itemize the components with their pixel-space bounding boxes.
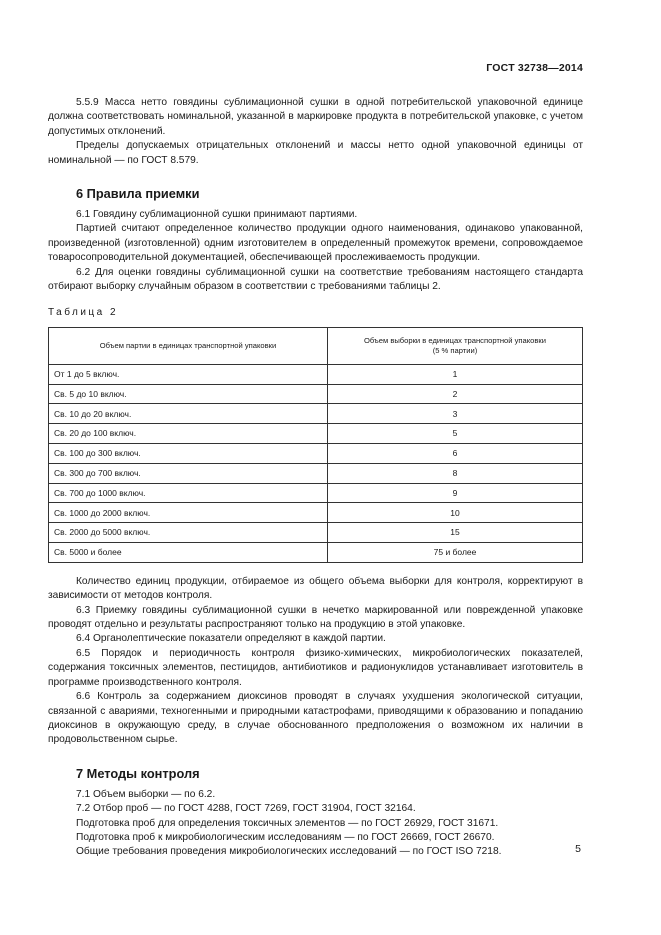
table-cell-sample: 6 <box>328 444 583 464</box>
table-row <box>49 463 583 483</box>
table-cell-sample: 8 <box>328 463 583 483</box>
table-cell-sample: 2 <box>328 384 583 404</box>
table-cell-batch: Св. 1000 до 2000 включ. <box>49 503 328 523</box>
table-header-sample-size-note: (5 % партии) <box>432 345 478 355</box>
sampling-table <box>48 327 583 563</box>
paragraph-toxic-prep: Подготовка проб для определения токсичных элементов — по ГОСТ 26929, ГОСТ 31671. <box>76 817 499 829</box>
paragraph-6-3: 6.3 Приемку говядины сублимационной сушки в нечетко маркированной или поврежденной упаковке проводят отдельно и результаты распространяют только на продукцию в этой упаковке. <box>48 604 583 631</box>
table-cell-batch: Св. 20 до 100 включ. <box>49 424 328 444</box>
table-cell-sample: 75 и более <box>328 543 583 563</box>
table-row <box>49 543 583 563</box>
paragraph-6-6: 6.6 Контроль за содержанием диоксинов проводят в случаях ухудшения экологической ситуации, связанной с авариями, техногенными и природными катастрофами, приводящими к образованию и попаданию диоксинов в окружающую среду, в случае обоснованного предположения о возможном их наличии в продовольственном сырье. <box>48 691 583 746</box>
table-cell-batch: Св. 100 до 300 включ. <box>49 444 328 464</box>
table-row <box>49 483 583 503</box>
section-heading-6: 6 Правила приемки <box>76 186 200 202</box>
table-cell-sample: 5 <box>328 424 583 444</box>
paragraph-batch-definition: Партией считают определенное количество продукции одного наименования, одинаково упакованной, произведенной (изготовленной) одним изготовителем в определенный промежуток времени, сопровождаемое товаросопроводительной документацией, обеспечивающей прослеживаемость продукции. <box>48 223 583 264</box>
table-cell-sample: 9 <box>328 483 583 503</box>
table-header-sample-size-main: Объем выборки в единицах транспортной упаковки <box>364 335 546 345</box>
table-cell-batch: Св. 10 до 20 включ. <box>49 404 328 424</box>
table-cell-batch: Св. 300 до 700 включ. <box>49 463 328 483</box>
paragraph-quantity-adjust: Количество единиц продукции, отбираемое из общего объема выборки для контроля, корректируют в зависимости от методов контроля. <box>48 575 583 602</box>
table-row <box>49 364 583 384</box>
paragraph-6-1: 6.1 Говядину сублимационной сушки принимают партиями. <box>76 209 358 221</box>
table-cell-batch: Св. 5000 и более <box>49 543 328 563</box>
table-caption: Таблица 2 <box>48 307 119 319</box>
paragraph-5-5-9: 5.5.9 Масса нетто говядины сублимационной сушки в одной потребительской упаковочной единице должна соответствовать номинальной, указанной в маркировке продукта в потребительской упаковке, с учетом допустимых отклонений. <box>48 97 583 137</box>
table-row <box>49 503 583 523</box>
table-cell-sample: 3 <box>328 404 583 424</box>
table-cell-batch: Св. 5 до 10 включ. <box>49 384 328 404</box>
table-row <box>49 523 583 543</box>
paragraph-tolerances: Пределы допускаемых отрицательных отклонений и массы нетто одной упаковочной единицы от номинальной — по ГОСТ 8.579. <box>48 140 583 166</box>
table-header-row <box>49 327 583 364</box>
paragraph-7-1: 7.1 Объем выборки — по 6.2. <box>76 788 216 800</box>
table-header-batch-size: Объем партии в единицах транспортной упаковки <box>49 327 328 364</box>
paragraph-6-5: 6.5 Порядок и периодичность контроля физико-химических, микробиологических показателей, содержания токсичных элементов, пестицидов, антибиотиков и радионуклидов устанавливает изготовитель в программе производственного контроля. <box>48 647 583 688</box>
table-cell-sample: 15 <box>328 523 583 543</box>
table-cell-sample: 1 <box>328 364 583 384</box>
table-cell-batch: Св. 2000 до 5000 включ. <box>49 523 328 543</box>
table-row <box>49 384 583 404</box>
table-row <box>49 444 583 464</box>
table-cell-sample: 10 <box>328 503 583 523</box>
table-cell-batch: От 1 до 5 включ. <box>49 364 328 384</box>
page-number: 5 <box>575 843 581 855</box>
paragraph-6-2: 6.2 Для оценки говядины сублимационной сушки на соответствие требованиям настоящего стандарта отбирают выборку случайным образом в соответствии с требованиями таблицы 2. <box>48 266 583 293</box>
paragraph-micro-prep: Подготовка проб к микробиологическим исследованиям — по ГОСТ 26669, ГОСТ 26670. <box>76 831 495 843</box>
page-content <box>48 96 583 860</box>
paragraph-7-2: 7.2 Отбор проб — по ГОСТ 4288, ГОСТ 7269, ГОСТ 31904, ГОСТ 32164. <box>76 803 416 815</box>
section-heading-7: 7 Методы контроля <box>76 765 200 781</box>
table-header-sample-size <box>328 327 583 364</box>
table-row <box>49 424 583 444</box>
table-cell-batch: Св. 700 до 1000 включ. <box>49 483 328 503</box>
paragraph-micro-requirements: Общие требования проведения микробиологических исследований — по ГОСТ ISO 7218. <box>76 846 502 858</box>
paragraph-6-4: 6.4 Органолептические показатели определяют в каждой партии. <box>76 633 386 645</box>
table-row <box>49 404 583 424</box>
document-code: ГОСТ 32738—2014 <box>486 62 583 74</box>
